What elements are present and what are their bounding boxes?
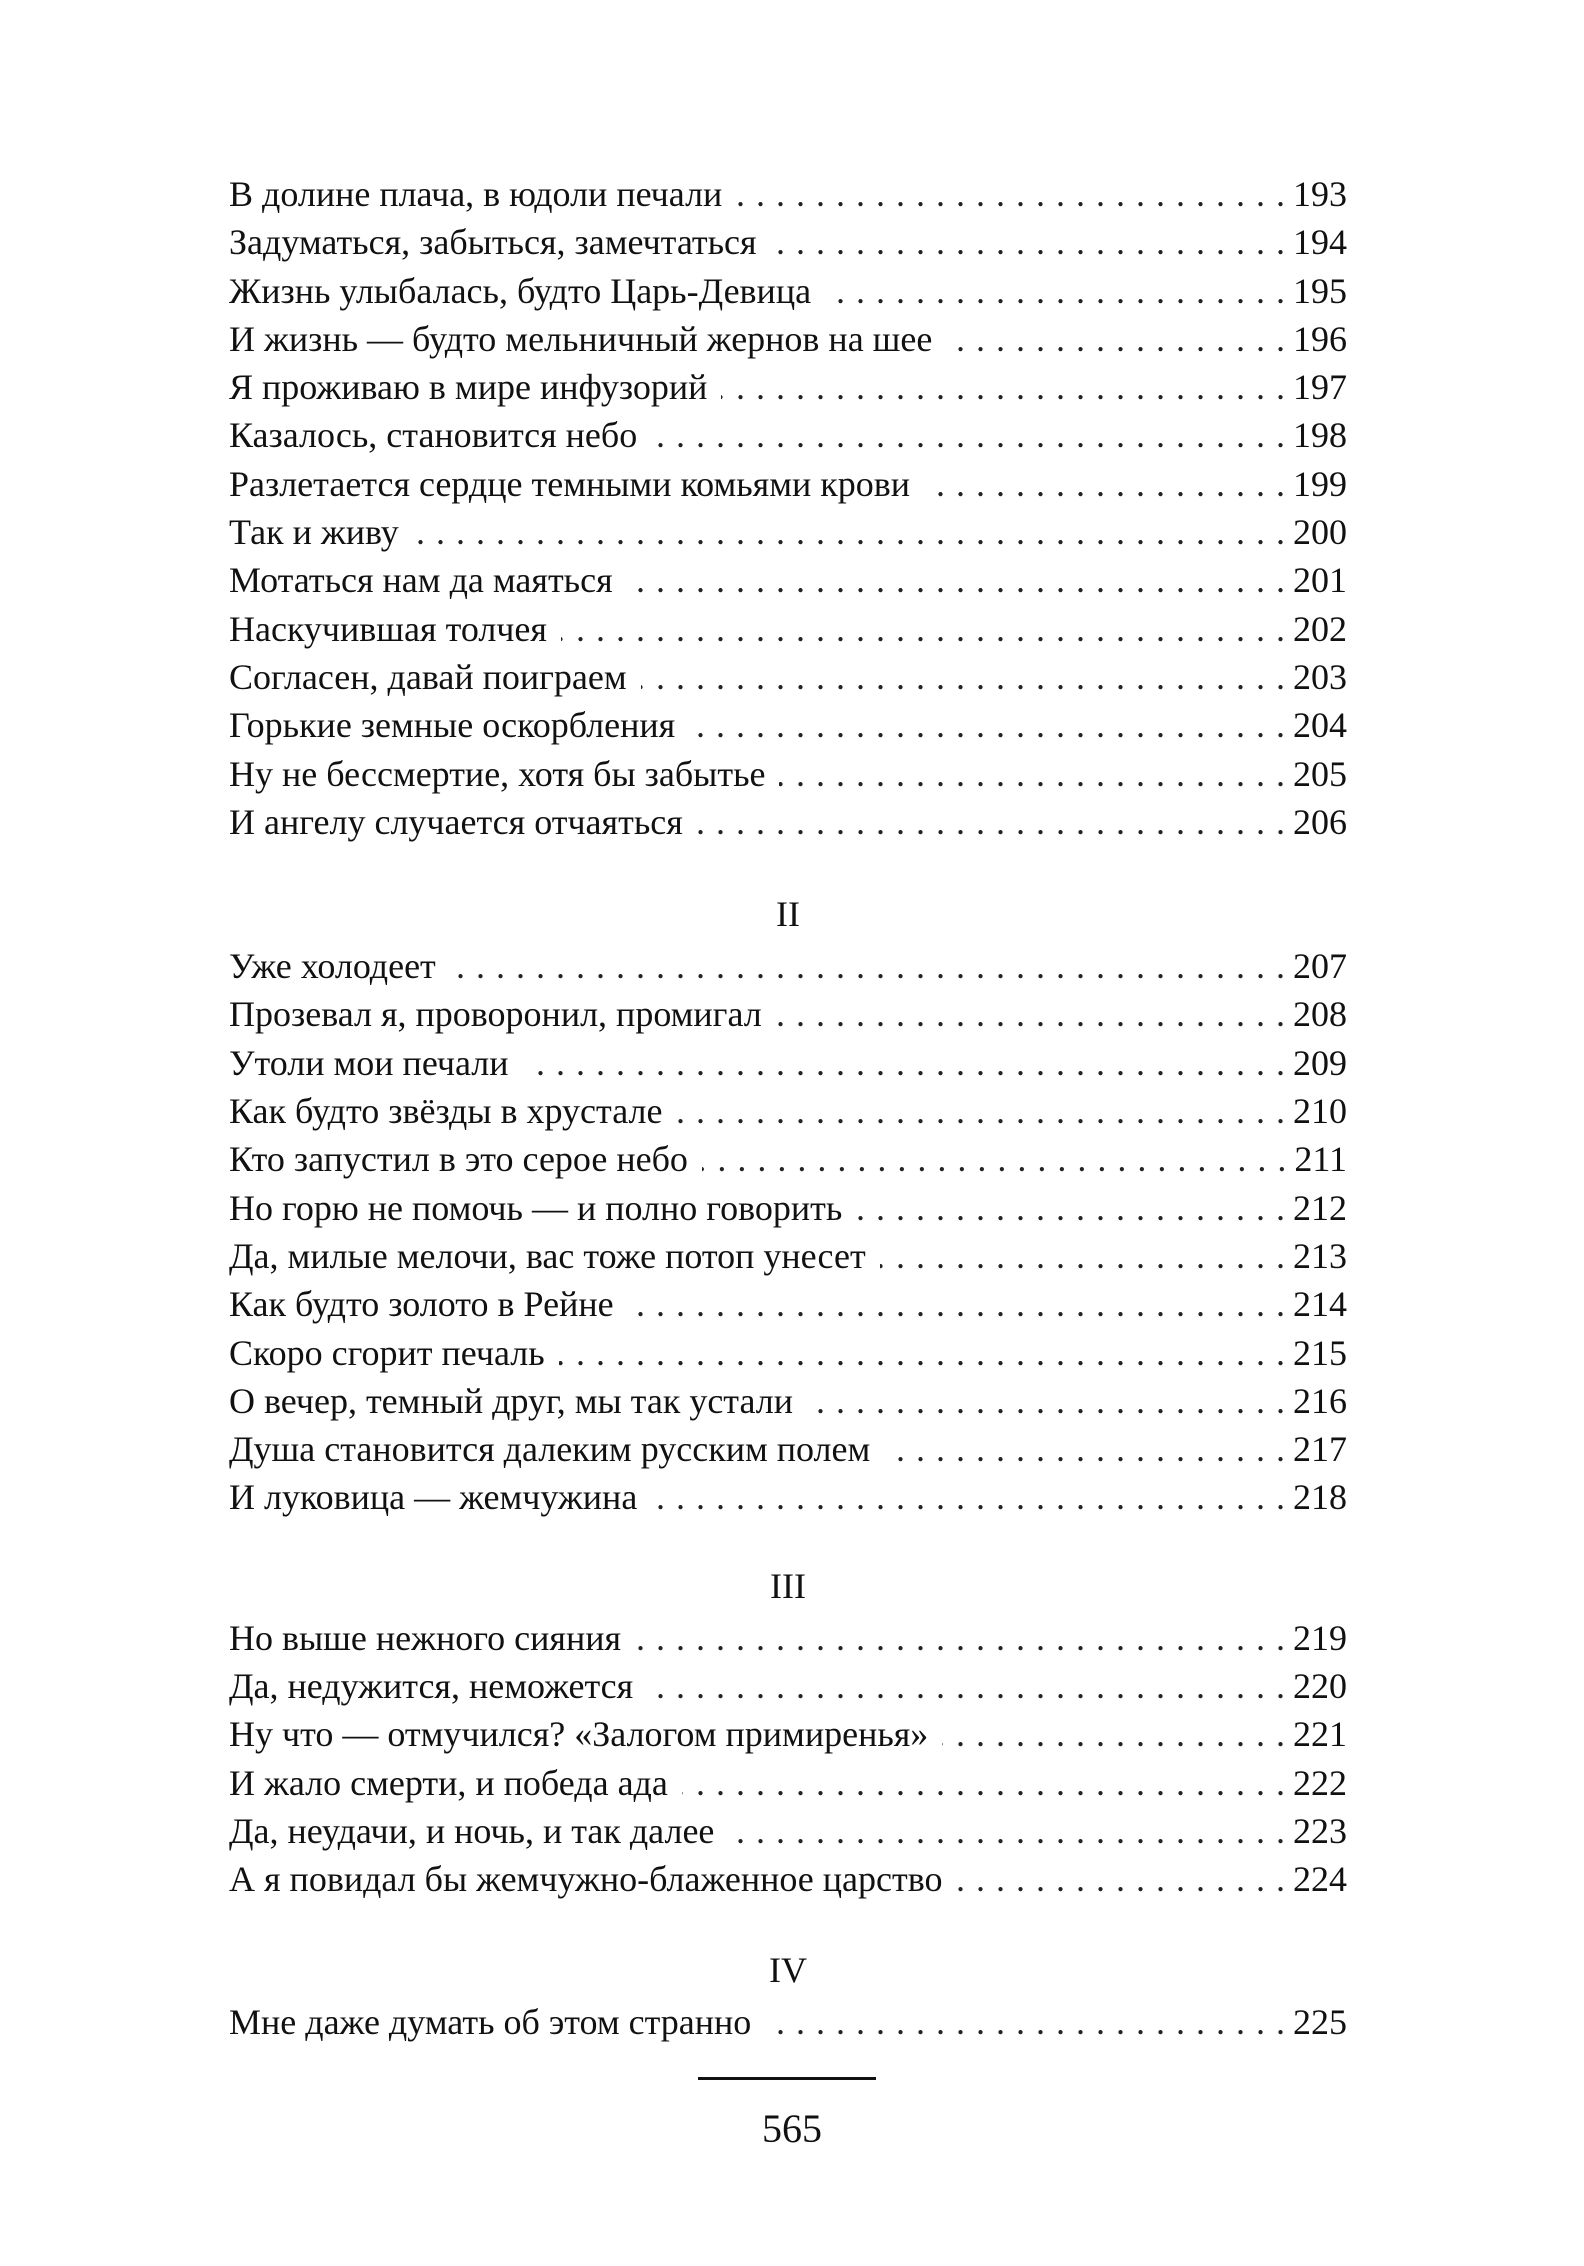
toc-entry[interactable] bbox=[229, 1425, 1347, 1473]
toc-entry-page: 224 bbox=[1293, 1859, 1347, 1900]
toc-entry-page: 210 bbox=[1293, 1091, 1347, 1132]
dot-leader bbox=[771, 218, 1285, 266]
toc-entry-title: Душа становится далеким русским полем bbox=[229, 1429, 871, 1470]
toc-entry[interactable] bbox=[229, 1759, 1347, 1807]
dot-leader bbox=[450, 942, 1285, 990]
dot-leader bbox=[779, 750, 1285, 798]
toc-entry[interactable] bbox=[229, 1662, 1347, 1710]
toc-entry-title: О вечер, темный друг, мы так устали bbox=[229, 1380, 793, 1421]
toc-entry-title: Скоро сгорит печаль bbox=[229, 1332, 545, 1373]
toc-entry-title: В долине плача, в юдоли печали bbox=[229, 174, 723, 214]
toc-entry-page: 223 bbox=[1293, 1810, 1347, 1851]
dot-leader bbox=[942, 1710, 1285, 1758]
dot-leader bbox=[682, 1759, 1285, 1807]
dot-leader bbox=[728, 1807, 1285, 1855]
dot-leader bbox=[647, 1662, 1285, 1710]
toc-entry[interactable] bbox=[229, 508, 1347, 556]
toc-entry-page: 211 bbox=[1294, 1139, 1347, 1180]
toc-entry-title: Ну что — отмучился? «Залогом примиренья» bbox=[229, 1714, 929, 1755]
table-of-contents bbox=[229, 170, 1347, 2046]
toc-entry-title: Да, милые мелочи, вас тоже потоп унесет bbox=[229, 1235, 866, 1276]
dot-leader bbox=[628, 1280, 1285, 1328]
toc-entry-title: И ангелу случается отчаяться bbox=[229, 801, 683, 842]
dot-leader bbox=[924, 460, 1285, 508]
toc-entry-title: Утоли мои печали bbox=[229, 1042, 509, 1083]
page-number: 565 bbox=[762, 2106, 822, 2151]
dot-leader bbox=[884, 1425, 1285, 1473]
toc-entry[interactable] bbox=[229, 1998, 1347, 2046]
toc-entry[interactable] bbox=[229, 1280, 1347, 1328]
section-heading-ii: II bbox=[776, 894, 800, 935]
toc-entry[interactable] bbox=[229, 990, 1347, 1038]
toc-entry-title: Казалось, становится небо bbox=[229, 415, 638, 456]
toc-entry[interactable] bbox=[229, 460, 1347, 508]
toc-entry-title: Мне даже думать об этом странно bbox=[229, 2001, 752, 2042]
toc-entry-page: 209 bbox=[1293, 1042, 1347, 1083]
dot-leader bbox=[807, 1377, 1285, 1425]
toc-entry-page: 198 bbox=[1293, 415, 1347, 456]
toc-entry[interactable] bbox=[229, 170, 1347, 218]
dot-leader bbox=[641, 653, 1285, 701]
toc-entry-title: Согласен, давай поиграем bbox=[229, 656, 627, 697]
toc-entry-title: Горькие земные оскорбления bbox=[229, 705, 676, 746]
section-heading-iv: IV bbox=[769, 1949, 807, 1990]
dot-leader bbox=[736, 170, 1285, 218]
dot-leader bbox=[697, 798, 1285, 846]
toc-entry[interactable] bbox=[229, 1807, 1347, 1855]
dot-leader bbox=[559, 1329, 1285, 1377]
toc-entry-title: Но выше нежного сияния bbox=[229, 1617, 622, 1658]
dot-leader bbox=[635, 1614, 1285, 1662]
toc-entry-page: 216 bbox=[1293, 1380, 1347, 1421]
toc-entry-title: Но горю не помочь — и полно говорить bbox=[229, 1187, 843, 1228]
dot-leader bbox=[825, 267, 1285, 315]
toc-entry[interactable] bbox=[229, 1377, 1347, 1425]
toc-entry-title: Жизнь улыбалась, будто Царь-Девица bbox=[229, 270, 812, 311]
toc-entry-title: Задуматься, забыться, замечтаться bbox=[229, 222, 757, 263]
toc-entry-title: Уже холодеет bbox=[229, 946, 436, 987]
toc-entry-page: 207 bbox=[1293, 946, 1347, 987]
toc-entry-title: Да, неудачи, и ночь, и так далее bbox=[229, 1810, 715, 1851]
toc-entry[interactable] bbox=[229, 605, 1347, 653]
toc-entry[interactable] bbox=[229, 798, 1347, 846]
toc-entry-title: Прозевал я, проворонил, промигал bbox=[229, 994, 762, 1035]
toc-entry-title: Кто запустил в это серое небо bbox=[229, 1139, 688, 1180]
toc-entry[interactable] bbox=[229, 267, 1347, 315]
toc-entry-page: 215 bbox=[1293, 1332, 1347, 1373]
toc-section-4 bbox=[229, 1998, 1347, 2046]
toc-entry[interactable] bbox=[229, 1232, 1347, 1280]
toc-entry-title: Я проживаю в мире инфузорий bbox=[229, 367, 708, 408]
toc-entry[interactable] bbox=[229, 1329, 1347, 1377]
toc-entry-title: Да, недужится, неможется bbox=[229, 1666, 634, 1707]
toc-section-2 bbox=[229, 942, 1347, 1522]
toc-entry[interactable] bbox=[229, 1710, 1347, 1758]
dot-leader bbox=[413, 508, 1285, 556]
toc-entry[interactable] bbox=[229, 1087, 1347, 1135]
toc-entry-title: Так и живу bbox=[229, 512, 399, 553]
toc-entry[interactable] bbox=[229, 363, 1347, 411]
dot-leader bbox=[880, 1232, 1285, 1280]
dot-leader bbox=[776, 990, 1285, 1038]
toc-entry-page: 203 bbox=[1293, 656, 1347, 697]
toc-entry-page: 225 bbox=[1293, 2001, 1347, 2042]
toc-entry-title: Как будто золото в Рейне bbox=[229, 1284, 614, 1325]
toc-entry-page: 199 bbox=[1293, 463, 1347, 504]
toc-entry-page: 206 bbox=[1293, 801, 1347, 842]
toc-entry-page: 200 bbox=[1293, 512, 1347, 553]
toc-entry-title: И жизнь — будто мельничный жернов на шее bbox=[229, 318, 933, 359]
toc-entry-page: 201 bbox=[1293, 560, 1347, 601]
toc-entry-page: 222 bbox=[1293, 1762, 1347, 1803]
dot-leader bbox=[561, 605, 1285, 653]
toc-entry[interactable] bbox=[229, 411, 1347, 459]
toc-entry-page: 220 bbox=[1293, 1666, 1347, 1707]
dot-leader bbox=[651, 411, 1285, 459]
toc-entry[interactable] bbox=[229, 701, 1347, 749]
toc-entry[interactable] bbox=[229, 1473, 1347, 1521]
toc-entry-title: Как будто звёзды в хрустале bbox=[229, 1091, 663, 1132]
section-heading-iii: III bbox=[770, 1565, 806, 1606]
toc-entry-page: 193 bbox=[1293, 174, 1347, 214]
toc-entry-page: 208 bbox=[1293, 994, 1347, 1035]
toc-entry[interactable] bbox=[229, 750, 1347, 798]
toc-entry[interactable] bbox=[229, 1855, 1347, 1903]
toc-entry-page: 204 bbox=[1293, 705, 1347, 746]
footer-divider bbox=[698, 2077, 876, 2080]
toc-entry[interactable] bbox=[229, 1184, 1347, 1232]
toc-entry-page: 217 bbox=[1293, 1429, 1347, 1470]
toc-entry-title: Ну не бессмертие, хотя бы забытье bbox=[229, 753, 766, 794]
toc-entry-page: 195 bbox=[1293, 270, 1347, 311]
dot-leader bbox=[702, 1135, 1286, 1183]
toc-entry-page: 202 bbox=[1293, 608, 1347, 649]
toc-entry[interactable] bbox=[229, 1039, 1347, 1087]
toc-entry-page: 197 bbox=[1293, 367, 1347, 408]
toc-entry-page: 196 bbox=[1293, 318, 1347, 359]
dot-leader bbox=[856, 1184, 1285, 1232]
toc-entry-page: 213 bbox=[1293, 1235, 1347, 1276]
dot-leader bbox=[765, 1998, 1285, 2046]
dot-leader bbox=[523, 1039, 1285, 1087]
toc-entry[interactable] bbox=[229, 942, 1347, 990]
toc-entry-page: 205 bbox=[1293, 753, 1347, 794]
dot-leader bbox=[946, 315, 1285, 363]
toc-entry[interactable] bbox=[229, 653, 1347, 701]
toc-section-3 bbox=[229, 1614, 1347, 1904]
toc-entry[interactable] bbox=[229, 218, 1347, 266]
toc-entry-page: 218 bbox=[1293, 1477, 1347, 1518]
toc-section-1 bbox=[229, 170, 1347, 846]
toc-entry-title: Мотаться нам да маяться bbox=[229, 560, 613, 601]
dot-leader bbox=[689, 701, 1285, 749]
dot-leader bbox=[651, 1473, 1285, 1521]
dot-leader bbox=[721, 363, 1285, 411]
toc-entry-title: Разлетается сердце темными комьями крови bbox=[229, 463, 911, 504]
toc-entry[interactable] bbox=[229, 1614, 1347, 1662]
dot-leader bbox=[956, 1855, 1285, 1903]
dot-leader bbox=[676, 1087, 1285, 1135]
toc-entry-page: 219 bbox=[1293, 1617, 1347, 1658]
toc-entry-title: И жало смерти, и победа ада bbox=[229, 1762, 668, 1803]
toc-entry-title: И луковица — жемчужина bbox=[229, 1477, 638, 1518]
toc-entry[interactable] bbox=[229, 315, 1347, 363]
toc-entry-title: Наскучившая толчея bbox=[229, 608, 547, 649]
toc-entry[interactable] bbox=[229, 1135, 1347, 1183]
toc-entry-title: А я повидал бы жемчужно-блаженное царство bbox=[229, 1859, 943, 1900]
toc-entry-page: 214 bbox=[1293, 1284, 1347, 1325]
toc-entry[interactable] bbox=[229, 556, 1347, 604]
dot-leader bbox=[627, 556, 1285, 604]
toc-entry-page: 194 bbox=[1293, 222, 1347, 263]
toc-entry-page: 212 bbox=[1293, 1187, 1347, 1228]
toc-entry-page: 221 bbox=[1293, 1714, 1347, 1755]
